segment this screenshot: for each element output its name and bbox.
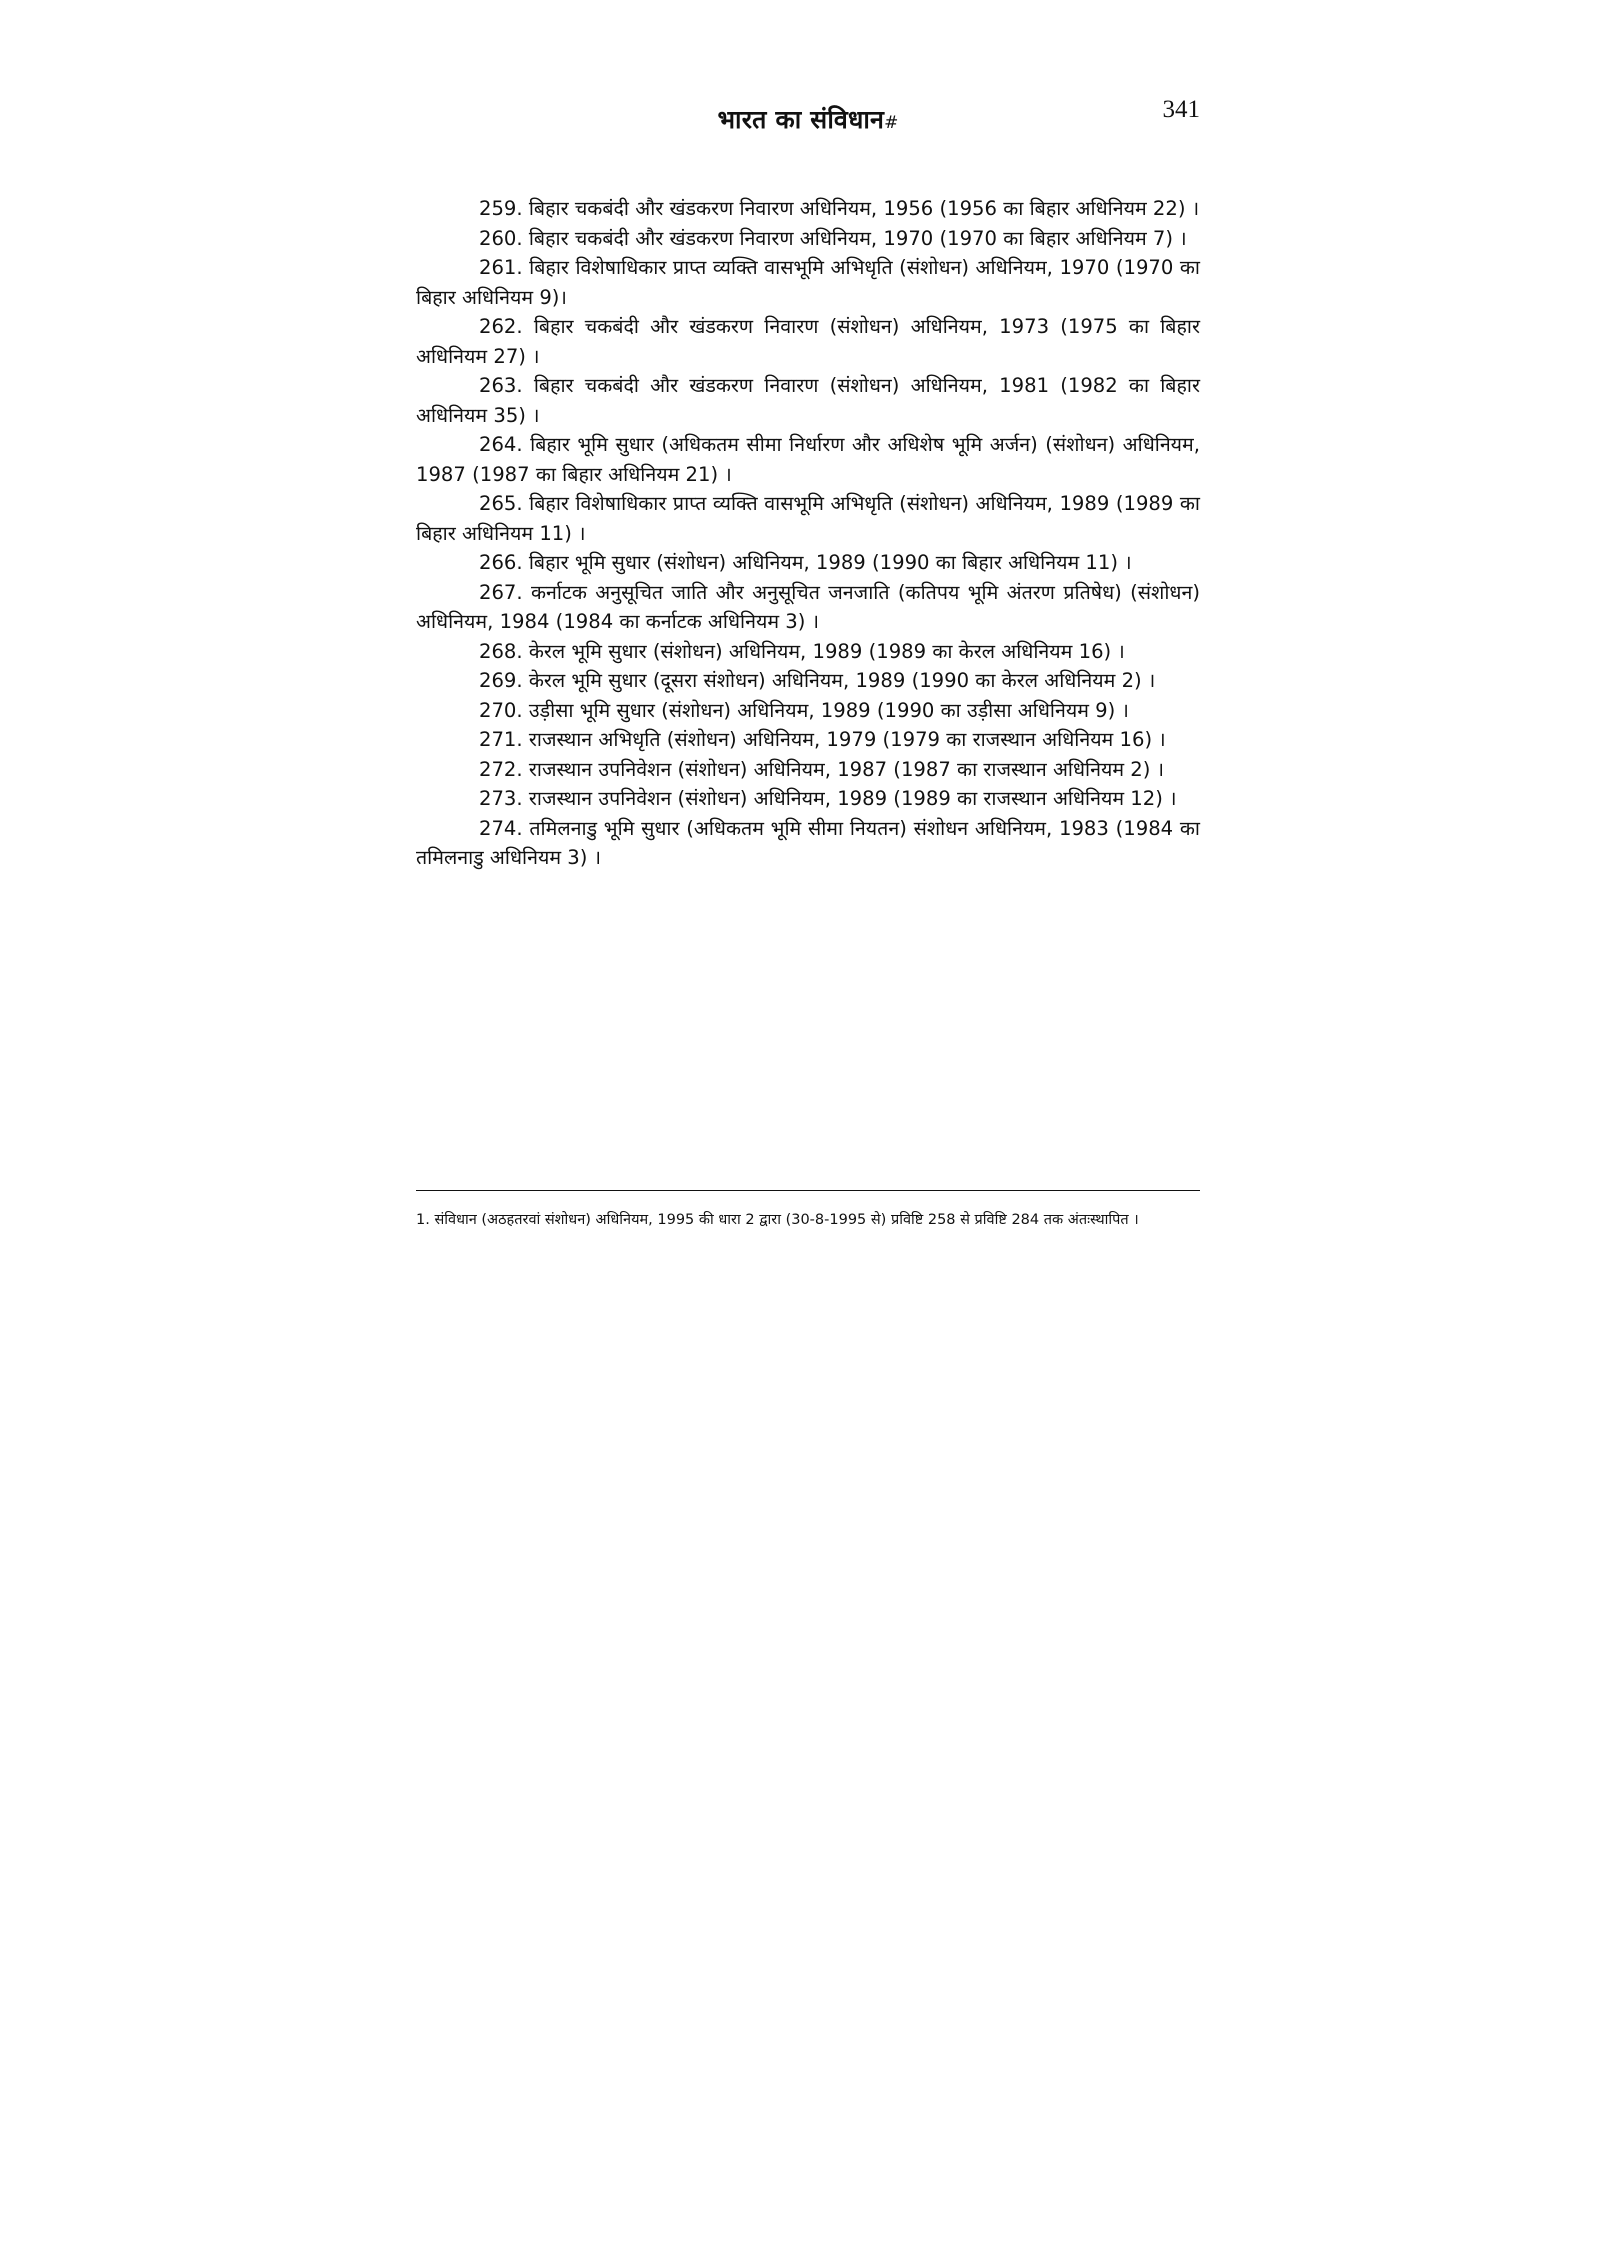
footnote: 1. संविधान (अठहतरवां संशोधन) अधिनियम, 1995 की धारा 2 द्वारा (30-8-1995 से) प्रविष्टि 258 से प्रविष्टि 284 तक अंतःस्थापित । [416, 1212, 1139, 1228]
schedule-entry: 274. तमिलनाडु भूमि सुधार (अधिकतम भूमि सीमा नियतन) संशोधन अधिनियम, 1983 (1984 का तमिलनाडु अधिनियम 3) । [416, 816, 1200, 869]
schedule-entry: 267. कर्नाटक अनुसूचित जाति और अनुसूचित जनजाति (कतिपय भूमि अंतरण प्रतिषेध) (संशोधन) अधिनियम, 1984 (1984 का कर्नाटक अधिनियम 3) । [416, 580, 1200, 633]
page-title-text: भारत का संविधान [717, 105, 885, 134]
schedule-entry: 260. बिहार चकबंदी और खंडकरण निवारण अधिनियम, 1970 (1970 का बिहार अधिनियम 7) । [479, 226, 1187, 250]
schedule-entries [416, 194, 1200, 873]
schedule-entry: 262. बिहार चकबंदी और खंडकरण निवारण (संशोधन) अधिनियम, 1973 (1975 का बिहार अधिनियम 27) । [416, 315, 1200, 368]
schedule-entry: 271. राजस्थान अभिधृति (संशोधन) अधिनियम, 1979 (1979 का राजस्थान अधिनियम 16) । [479, 728, 1166, 751]
schedule-entry: 261. बिहार विशेषाधिकार प्राप्त व्यक्ति वासभूमि अभिधृति (संशोधन) अधिनियम, 1970 (1970 का बिहार अधिनियम 9)। [416, 256, 1200, 309]
title-mark: # [884, 113, 899, 133]
schedule-entry: 272. राजस्थान उपनिवेशन (संशोधन) अधिनियम, 1987 (1987 का राजस्थान अधिनियम 2) । [479, 757, 1165, 781]
page-title [416, 102, 1200, 136]
schedule-entry: 270. उड़ीसा भूमि सुधार (संशोधन) अधिनियम, 1989 (1990 का उड़ीसा अधिनियम 9) । [479, 698, 1129, 722]
page-number: 341 [1162, 96, 1200, 123]
schedule-entry: 263. बिहार चकबंदी और खंडकरण निवारण (संशोधन) अधिनियम, 1981 (1982 का बिहार अधिनियम 35) । [416, 374, 1200, 427]
schedule-entry: 273. राजस्थान उपनिवेशन (संशोधन) अधिनियम, 1989 (1989 का राजस्थान अधिनियम 12) । [479, 787, 1177, 810]
running-header [416, 96, 1200, 136]
schedule-entry: 269. केरल भूमि सुधार (दूसरा संशोधन) अधिनियम, 1989 (1990 का केरल अधिनियम 2) । [479, 669, 1156, 692]
schedule-entry: 266. बिहार भूमि सुधार (संशोधन) अधिनियम, 1989 (1990 का बिहार अधिनियम 11) । [479, 551, 1132, 574]
schedule-entry: 265. बिहार विशेषाधिकार प्राप्त व्यक्ति वासभूमि अभिधृति (संशोधन) अधिनियम, 1989 (1989 का बिहार अधिनियम 11) । [416, 492, 1200, 545]
schedule-entry: 264. बिहार भूमि सुधार (अधिकतम सीमा निर्धारण और अधिशेष भूमि अर्जन) (संशोधन) अधिनियम, 1987 (1987 का बिहार अधिनियम 21) । [416, 433, 1200, 486]
schedule-entry: 268. केरल भूमि सुधार (संशोधन) अधिनियम, 1989 (1989 का केरल अधिनियम 16) । [479, 639, 1125, 663]
footnote-divider [416, 1190, 1200, 1191]
schedule-entry: 259. बिहार चकबंदी और खंडकरण निवारण अधिनियम, 1956 (1956 का बिहार अधिनियम 22) । [479, 197, 1200, 220]
